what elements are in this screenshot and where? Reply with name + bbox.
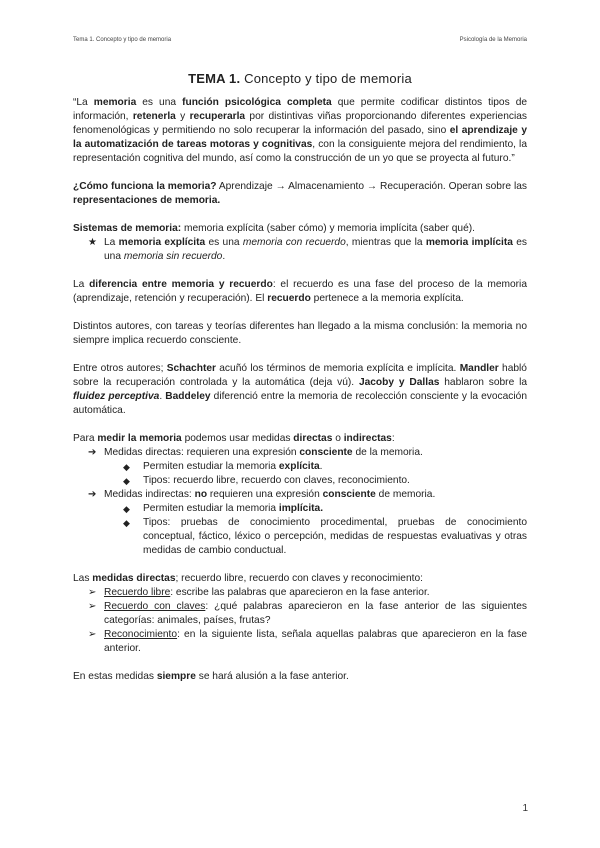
list-item: ➔ Medidas directas: requieren una expresión consciente de la memoria.: [88, 447, 423, 458]
diamond-icon: ◆: [123, 476, 130, 486]
triangle-icon: ➢: [88, 601, 97, 612]
document-body: [73, 72, 527, 684]
diamond-icon: ◆: [123, 462, 130, 472]
star-icon: ★: [88, 237, 98, 248]
list-item: ◆ Tipos: pruebas de conocimiento procedimental, pruebas de conocimiento conceptual, fáctico, léxico o percepción, medidas de respuestas evaluativas y otras medidas de cambio conductual.: [123, 517, 527, 556]
list-item: ★ La memoria explícita es una memoria con recuerdo, mientras que la memoria implícita es una memoria sin recuerdo.: [88, 237, 527, 262]
autores-detail-paragraph: Entre otros autores; Schachter acuñó los términos de memoria explícita e implícita. Mandler habló sobre la recuperación controlada y la automática (deja vú). Jacoby y Dallas hablaron sobre la fluidez perceptiva. Baddeley diferenció entre la memoria de recolección consciente y la evocación automática.: [73, 363, 528, 416]
list-item: ◆ Permiten estudiar la memoria implícita.: [123, 503, 324, 514]
list-item: ➢ Reconocimiento: en la siguiente lista, señala aquellas palabras que aparecieron en la fase anterior.: [88, 629, 527, 654]
funcion-paragraph: ¿Cómo funciona la memoria? Aprendizaje → Almacenamiento → Recuperación. Operan sobre las representaciones de memoria.: [73, 181, 527, 206]
page-number: 1: [522, 803, 528, 814]
header-left: Tema 1. Concepto y tipo de memoria: [73, 37, 172, 43]
medir-paragraph: Para medir la memoria podemos usar medidas directas o indirectas:: [73, 433, 395, 444]
autores-paragraph: Distintos autores, con tareas y teorías diferentes han llegado a la misma conclusión: la memoria no siempre implica recuerdo consciente.: [73, 321, 527, 346]
list-item: ➢ Recuerdo libre: escribe las palabras que aparecieron en la fase anterior.: [88, 587, 430, 598]
medidas-paragraph: Las medidas directas; recuerdo libre, recuerdo con claves y reconocimiento:: [73, 573, 423, 584]
diamond-icon: ◆: [123, 518, 130, 528]
diferencia-paragraph: La diferencia entre memoria y recuerdo: el recuerdo es una fase del proceso de la memoria (aprendizaje, retención y recuperación). El recuerdo pertenece a la memoria explícita.: [73, 279, 527, 304]
triangle-icon: ➢: [88, 629, 97, 640]
arrow-icon: ➔: [88, 489, 97, 500]
sistemas-paragraph: Sistemas de memoria: memoria explícita (saber cómo) y memoria implícita (saber qué).: [73, 223, 475, 234]
list-item: ◆ Tipos: recuerdo libre, recuerdo con claves, reconocimiento.: [123, 475, 410, 486]
triangle-icon: ➢: [88, 587, 97, 598]
diamond-icon: ◆: [123, 504, 130, 514]
arrow-icon: ➔: [88, 447, 97, 458]
list-item: ◆ Permiten estudiar la memoria explícita.: [123, 461, 323, 472]
header-right: Psicología de la Memoria: [459, 37, 527, 43]
list-item: ➔ Medidas indirectas: no requieren una expresión consciente de memoria.: [88, 489, 436, 500]
quote-paragraph: “La memoria es una función psicológica completa que permite codificar distintos tipos de información, retenerla y recuperarla por distintivas viñas proporcionando diferentes experiencias fenomenológicas y permitiendo no solo recuperar la información del pasado, sino el aprendizaje y la automatización de tareas motoras y cognitivas, con la consiguiente mejora del rendimiento, la representación cognitiva del mundo, así como la construcción de un yo que se proyecta al futuro.”: [73, 97, 528, 164]
final-paragraph: En estas medidas siempre se hará alusión a la fase anterior.: [73, 671, 349, 682]
list-item: ➢ Recuerdo con claves: ¿qué palabras aparecieron en la fase anterior de las siguientes categorías: animales, países, frutas?: [88, 601, 527, 626]
page-title: TEMA 1. Concepto y tipo de memoria: [188, 71, 412, 86]
